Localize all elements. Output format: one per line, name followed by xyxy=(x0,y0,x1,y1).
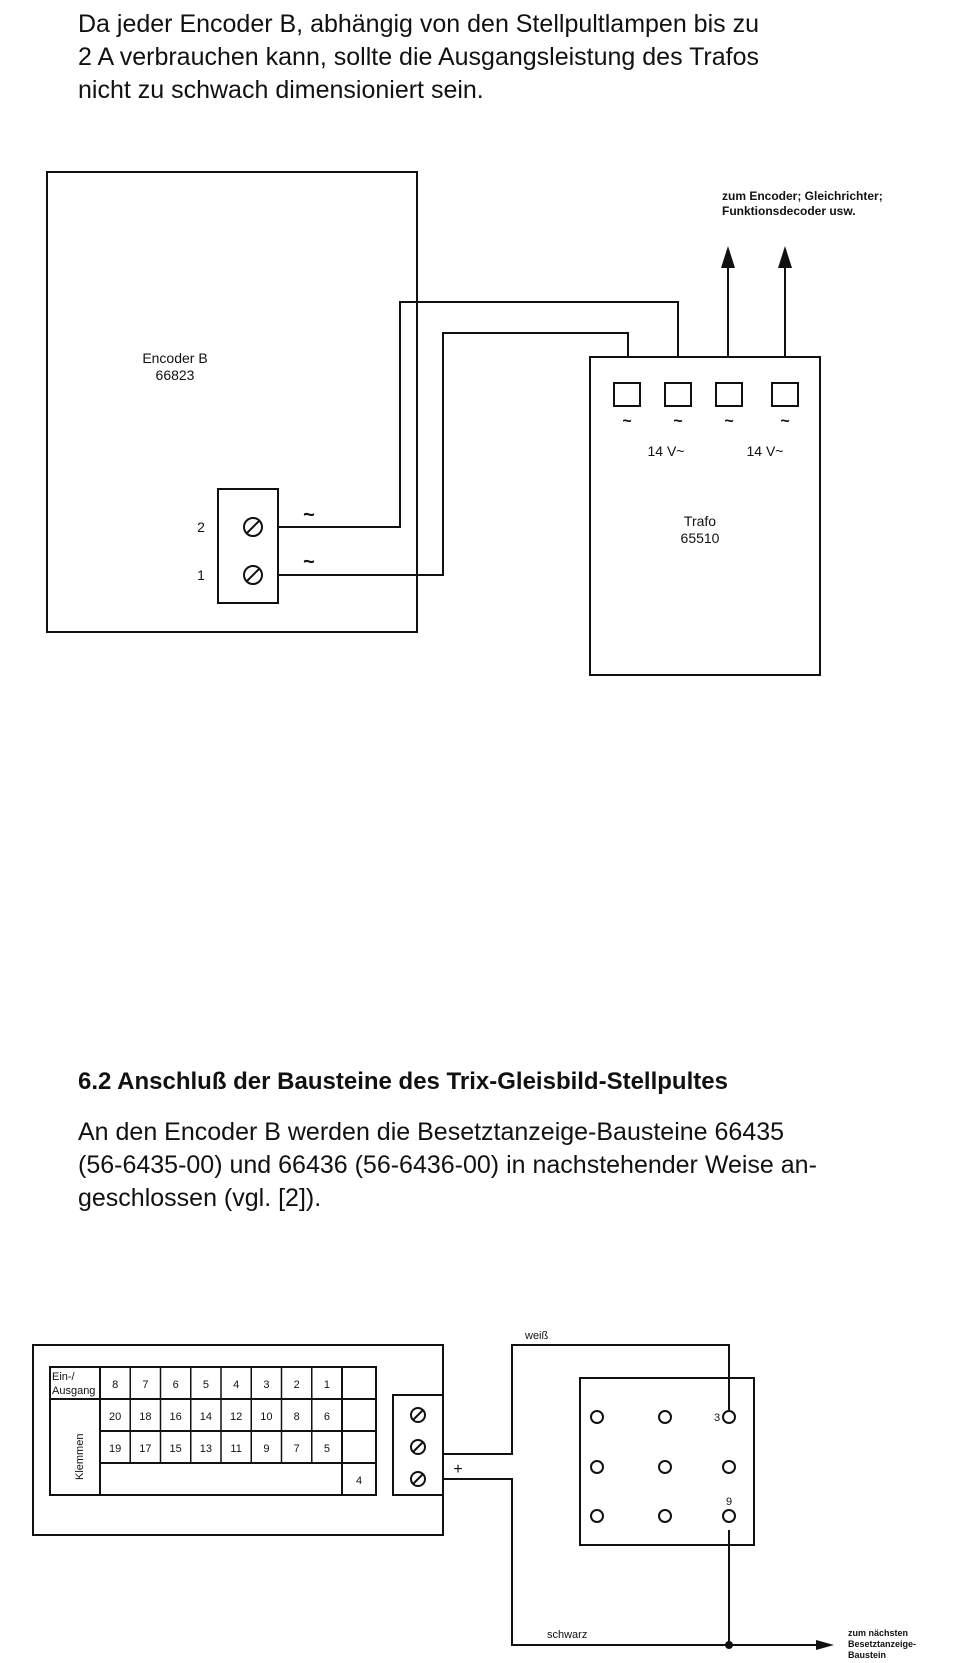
wire-terminal-1 xyxy=(278,333,628,575)
table-cell: 11 xyxy=(230,1443,242,1455)
pin xyxy=(659,1461,671,1473)
header-label: Ausgang xyxy=(52,1385,96,1397)
pin xyxy=(659,1510,671,1522)
trafo-terminal-2 xyxy=(665,383,691,406)
wire-black xyxy=(443,1479,820,1645)
table-cell: 3 xyxy=(263,1379,270,1391)
table-cell: 8 xyxy=(112,1379,119,1391)
intro-line: nicht zu schwach dimensioniert sein. xyxy=(78,76,484,104)
junction-dot xyxy=(725,1641,733,1649)
side-label: Klemmen xyxy=(74,1433,86,1480)
table-cell: 10 xyxy=(260,1411,273,1423)
ac-symbol: ~ xyxy=(303,504,315,526)
section-paragraph xyxy=(78,1116,898,1215)
trafo-number: 65510 xyxy=(680,530,720,546)
arrow-note-line1: zum Encoder; Gleichrichter; xyxy=(722,189,883,203)
trafo-terminal-1 xyxy=(614,383,640,406)
table-cell: 9 xyxy=(263,1443,270,1455)
ac-symbol: ~ xyxy=(724,413,734,430)
section-heading: 6.2 Anschluß der Bausteine des Trix-Gleisbild-Stellpultes xyxy=(78,1068,728,1095)
ac-symbol: ~ xyxy=(673,413,683,430)
table-cell: 7 xyxy=(293,1443,300,1455)
table-cell: 13 xyxy=(199,1443,212,1455)
terminal-2-label: 2 xyxy=(197,519,205,535)
ac-symbol: ~ xyxy=(622,413,632,430)
table-cell: 18 xyxy=(139,1411,152,1423)
table-cell: 12 xyxy=(230,1411,243,1423)
voltage-left: 14 V~ xyxy=(647,443,685,459)
table-cell: 8 xyxy=(293,1411,300,1423)
table-cell: 6 xyxy=(323,1411,330,1423)
table-cell: 5 xyxy=(323,1443,330,1455)
arrow-right-icon xyxy=(816,1640,834,1650)
intro-line: Da jeder Encoder B, abhängig von den Stellpultlampen bis zu xyxy=(78,10,759,38)
table-cell: 19 xyxy=(109,1443,122,1455)
wire-white-label: weiß xyxy=(525,1330,549,1342)
ac-symbol: ~ xyxy=(303,551,315,573)
section-line: (56-6435-00) und 66436 (56-6436-00) in nachstehender Weise an- xyxy=(78,1151,817,1179)
pin-9 xyxy=(723,1510,735,1522)
table-cell: 14 xyxy=(199,1411,212,1423)
table-cell: 6 xyxy=(172,1379,179,1391)
ac-symbol: ~ xyxy=(780,413,790,430)
section-line: geschlossen (vgl. [2]). xyxy=(78,1184,322,1212)
trafo-terminal-3 xyxy=(716,383,742,406)
trafo-name: Trafo xyxy=(683,513,717,529)
pin xyxy=(591,1461,603,1473)
arrow-note-line2: Funktionsdecoder usw. xyxy=(722,204,856,218)
terminal-strip xyxy=(218,489,278,603)
table-cell: 15 xyxy=(169,1443,182,1455)
pin xyxy=(723,1461,735,1473)
table-cell: 16 xyxy=(169,1411,182,1423)
voltage-right: 14 V~ xyxy=(746,443,784,459)
pin xyxy=(659,1411,671,1423)
encoder-box xyxy=(47,172,417,632)
pin-9-label: 9 xyxy=(725,1496,733,1508)
arrow-up-icon xyxy=(721,246,735,268)
arrow-up-icon xyxy=(778,246,792,268)
table-cell: 4 xyxy=(355,1475,363,1487)
besetztanzeige-diagram xyxy=(0,1300,975,1663)
table-cell: 5 xyxy=(202,1379,209,1391)
table-cell: 2 xyxy=(293,1379,300,1391)
pin-3 xyxy=(723,1411,735,1423)
pin xyxy=(591,1411,603,1423)
trafo-terminal-4 xyxy=(772,383,798,406)
encoder-outline xyxy=(33,1345,443,1535)
table-cell: 7 xyxy=(142,1379,149,1391)
section-line: An den Encoder B werden die Besetztanzeige-Bausteine 66435 xyxy=(78,1118,785,1146)
plus-symbol: + xyxy=(453,1461,463,1478)
intro-line: 2 A verbrauchen kann, sollte die Ausgangsleistung des Trafos xyxy=(78,43,760,71)
table-cell: 1 xyxy=(323,1379,330,1391)
encoder-number: 66823 xyxy=(155,367,195,383)
wire-terminal-2 xyxy=(278,302,678,527)
encoder-name: Encoder B xyxy=(142,350,208,366)
next-line2: Besetztanzeige- xyxy=(848,1639,917,1649)
table-cell: 20 xyxy=(109,1411,122,1423)
wire-white xyxy=(443,1345,729,1454)
table-cell: 17 xyxy=(139,1443,152,1455)
pin xyxy=(591,1510,603,1522)
header-label: Ein-/ xyxy=(52,1371,75,1383)
encoder-trafo-diagram xyxy=(0,0,975,700)
terminal-1-label: 1 xyxy=(197,567,205,583)
wire-black-label: schwarz xyxy=(547,1629,588,1641)
next-line1: zum nächsten xyxy=(848,1628,909,1638)
pin-3-label: 3 xyxy=(713,1412,721,1424)
table-cell: 4 xyxy=(233,1379,240,1391)
next-line3: Baustein xyxy=(848,1650,887,1660)
